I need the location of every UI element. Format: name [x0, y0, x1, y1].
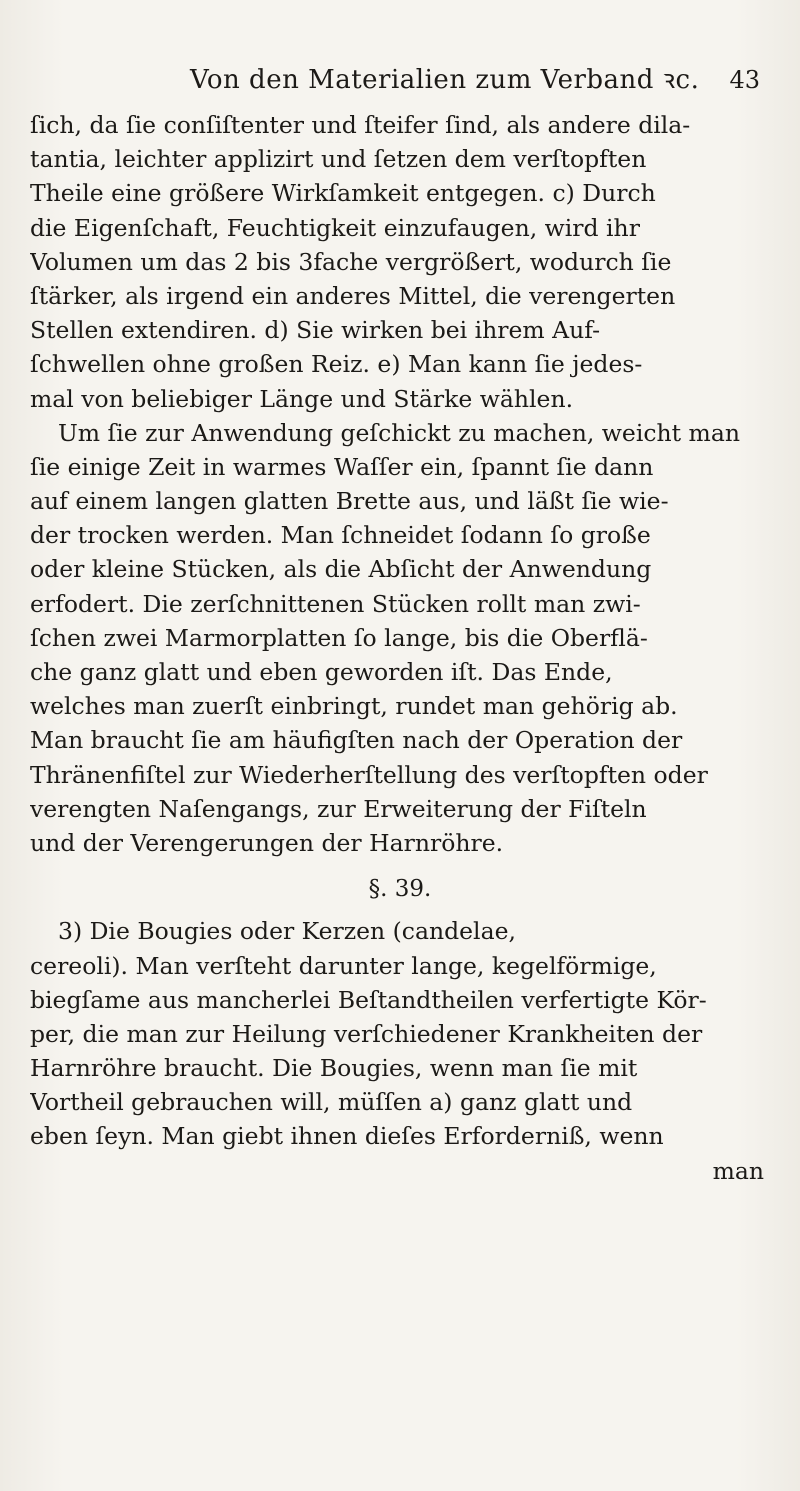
text-line: Vortheil gebrauchen will, müſſen a) ganz glatt und — [30, 1088, 633, 1117]
text-line: ſich, da ſie conſiſtenter und ſteifer ſind, als andere dila- — [30, 111, 691, 139]
paragraph-preparation — [30, 416, 770, 860]
text-line: oder kleine Stücken, als die Abſicht der Anwendung — [30, 555, 652, 584]
text-line: che ganz glatt und eben geworden iſt. Das Ende, — [30, 658, 613, 686]
text-line: per, die man zur Heilung verſchiedener Krankheiten der — [30, 1019, 703, 1048]
text-line: tantia, leichter applizirt und ſetzen dem verſtopften — [30, 145, 647, 174]
text-line: Man braucht ſie am häufigſten nach der Operation der — [30, 726, 683, 755]
text-line: mal von beliebiger Länge und Stärke wählen. — [30, 384, 574, 413]
text-line: Thränenfiſtel zur Wiederherſtellung des verſtopften oder — [30, 760, 708, 789]
paragraph-bougies — [30, 914, 770, 1153]
running-head: Von den Materialien zum Verband ꝛc. — [190, 65, 700, 95]
text-line: die Eigenſchaft, Feuchtigkeit einzufaugen, wird ihr — [30, 213, 640, 242]
text-line: welches man zuerſt einbringt, rundet man gehörig ab. — [30, 692, 678, 721]
text-line: ſtärker, als irgend ein anderes Mittel, die verengerten — [30, 281, 676, 310]
text-line: Stellen extendiren. d) Sie wirken bei ihrem Auf- — [30, 316, 601, 345]
text-line: der trocken werden. Man ſchneidet ſodann ſo große — [30, 521, 651, 550]
text-line: eben ſeyn. Man giebt ihnen dieſes Erforderniß, wenn — [30, 1122, 664, 1151]
catchword: man — [712, 1156, 764, 1185]
text-line: Um ſie zur Anwendung geſchickt zu machen, weicht man — [58, 418, 740, 447]
text-line: auf einem langen glatten Brette aus, und läßt ſie wie- — [30, 487, 669, 516]
text-line: ſchwellen ohne großen Reiz. e) Man kann ſie jedes- — [30, 350, 643, 379]
text-line: biegſame aus mancherlei Beſtandtheilen verfertigte Kör- — [30, 985, 707, 1014]
text-line: Volumen um das 2 bis 3fache vergrößert, wodurch ſie — [30, 247, 672, 276]
text-line: 3) Die Bougies oder Kerzen (candelae, — [58, 917, 516, 946]
body-text — [30, 108, 770, 1188]
text-line: Harnröhre braucht. Die Bougies, wenn man ſie mit — [30, 1054, 638, 1083]
text-line: ſchen zwei Marmorplatten ſo lange, bis die Oberflä- — [30, 623, 648, 652]
text-line: erfodert. Die zerſchnittenen Stücken rollt man zwi- — [30, 589, 641, 618]
text-line: ſie einige Zeit in warmes Waſſer ein, ſpannt ſie dann — [30, 452, 654, 481]
text-line: und der Verengerungen der Harnröhre. — [30, 828, 504, 857]
section-number: §. 39. — [368, 876, 432, 903]
text-line: Theile eine größere Wirkſamkeit entgegen. c) Durch — [30, 179, 656, 208]
page-header — [190, 60, 760, 100]
text-line: verengten Naſengangs, zur Erweiterung der Fiſteln — [30, 794, 647, 823]
paragraph-continued — [30, 108, 770, 416]
text-line: cereoli). Man verſteht darunter lange, kegelförmige, — [30, 951, 657, 980]
page-number: 43 — [729, 66, 760, 94]
